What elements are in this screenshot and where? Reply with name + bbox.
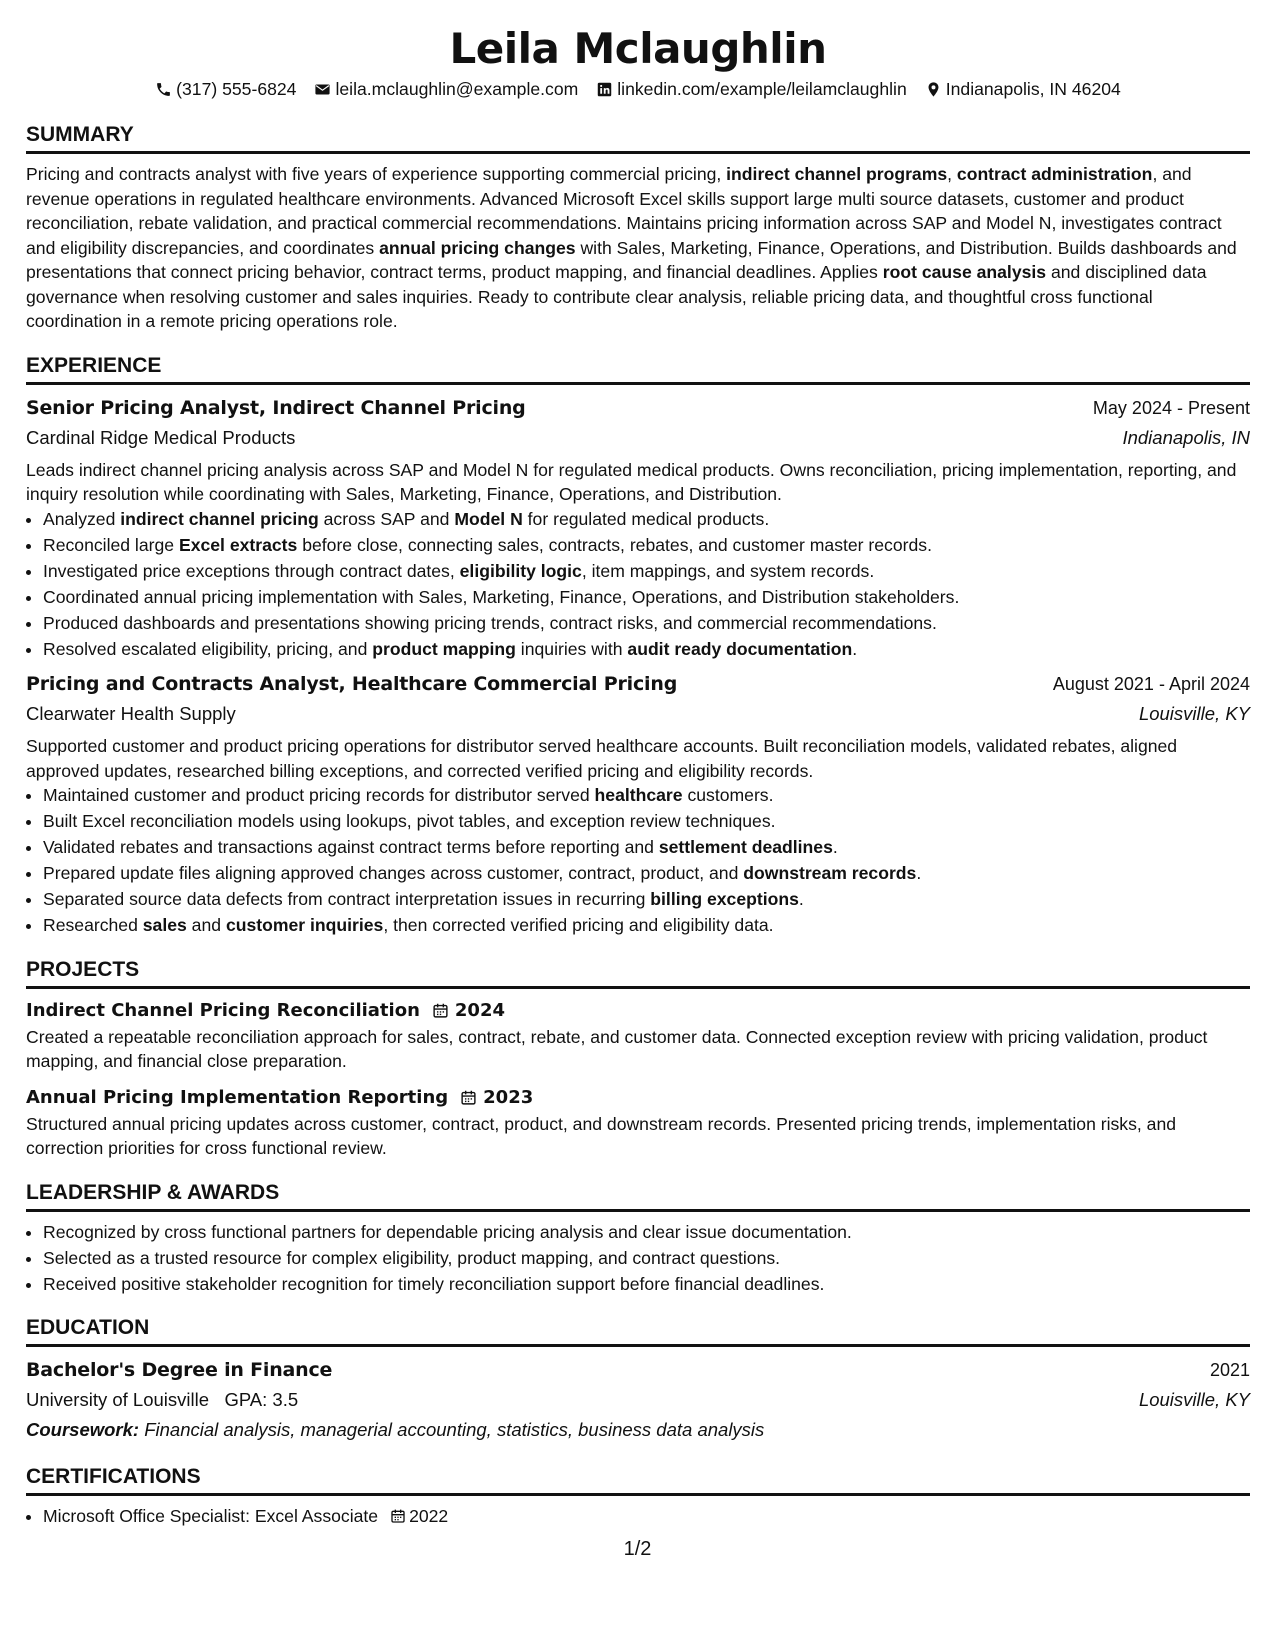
job-dates: August 2021 - April 2024 [1052,674,1250,694]
job-summary: Supported customer and product pricing operations for distributor served healthcare accounts. Built reconciliation models, validated rebates, aligned approved updates, researched billing exceptions, and corrected verified pricing and eligibility records. [26,736,1178,781]
bullet-emphasis: downstream records [743,863,917,883]
school-name: University of Louisville [26,1389,210,1410]
project-entry [26,997,1250,1074]
job-title: Senior Pricing Analyst, Indirect Channel Pricing [26,396,526,419]
bullet-text: before close, connecting sales, contracts, rebates, and customer master records. [297,534,932,555]
coursework [26,1415,1250,1445]
list-item: • Received positive stakeholder recognition for timely reconciliation support before financial deadlines. [43,1272,1250,1297]
job-header [26,669,1250,699]
contact-phone [155,77,296,101]
bullet-emphasis: healthcare [594,785,683,805]
bullet-emphasis: customer inquiries [225,915,384,935]
summary-emphasis: root cause analysis [882,262,1047,282]
section-heading: CERTIFICATIONS [26,1465,1250,1496]
coursework-text: Financial analysis, managerial accounting, statistics, business data analysis [139,1419,765,1440]
project-description: Structured annual pricing updates across customer, contract, product, and downstream records. Presented pricing trends, implementation risks, and correction priorities for cross functional review. [26,1113,1177,1158]
bullet-emphasis: audit ready documentation [627,638,853,659]
calendar-icon [390,1508,406,1524]
bullet-text: for regulated medical products. [522,508,770,529]
list-item [43,887,1250,912]
project-description: Created a repeatable reconciliation approach for sales, contract, rebate, and customer data. Connected exception review with pricing validation, product mapping, and financial close preparation. [26,1026,1208,1071]
bullet-text: Reconciled large [43,534,179,555]
projects-section [26,958,1250,1161]
certifications-list [26,1504,1250,1529]
bullet-text: inquiries with [515,638,628,659]
location-text: Indianapolis, IN 46204 [945,79,1121,99]
job-entry [26,393,1250,662]
phone-text: (317) 555-6824 [176,79,297,99]
education-header [26,1355,1250,1385]
list-item [43,611,1250,636]
job-company: Clearwater Health Supply [26,703,236,724]
map-pin-icon [925,81,942,98]
school-line [26,1385,298,1415]
list-item [43,783,1250,808]
bullet-emphasis: Excel extracts [178,534,298,555]
bullet-emphasis: Model N [454,508,523,529]
summary-emphasis: annual pricing changes [379,237,576,258]
bullet-text: Resolved escalated eligibility, pricing, and [43,638,373,659]
list-item [43,913,1250,938]
certification-year: 2022 [409,1506,449,1526]
bullet-emphasis: product mapping [372,638,516,659]
list-item [43,809,1250,834]
section-heading: EDUCATION [26,1316,1250,1347]
summary-section [26,123,1250,334]
section-heading: PROJECTS [26,958,1250,989]
bullet-text: . [832,837,838,857]
graduation-year: 2021 [1209,1360,1250,1380]
summary-text [26,162,1250,334]
summary-text-part: with Sales, Marketing, Finance, Operations, and Distribution. Builds dashboards and presentations that connect pricing behavior, contract terms, product mapping, and financial deadlines. Applies [26,237,1237,282]
project-year: 2024 [454,999,505,1021]
contact-email[interactable] [314,77,578,101]
bullet-text: across SAP and [318,508,455,529]
list-item: • Selected as a trusted resource for complex eligibility, product mapping, and contract questions. [43,1246,1250,1271]
list-item [43,835,1250,860]
leadership-section [26,1181,1250,1297]
candidate-name: Leila Mclaughlin [449,24,827,73]
bullet-emphasis: indirect channel pricing [120,508,319,529]
job-entry [26,669,1250,938]
bullet-text: Analyzed [43,508,121,529]
summary-text-part: , [947,164,957,184]
job-bullets [26,783,1250,938]
bullet-text: Prepared update files aligning approved changes across customer, contract, product, and [43,863,744,883]
education-subheader [26,1385,1250,1415]
bullet-text: Built Excel reconciliation models using lookups, pivot tables, and exception review techniques. [43,811,776,831]
job-bullets [26,507,1250,662]
job-location: Louisville, KY [1138,703,1250,724]
envelope-icon [314,81,331,98]
list-item: • Recognized by cross functional partners for dependable pricing analysis and clear issue documentation. [43,1220,1250,1245]
bullet-text: Validated rebates and transactions against contract terms before reporting and [43,837,659,857]
project-entry [26,1084,1250,1161]
bullet-text: and [186,915,226,935]
bullet-emphasis: sales [142,915,187,935]
phone-icon [155,81,172,98]
bullet-emphasis: billing exceptions [650,889,799,909]
project-year: 2023 [483,1086,534,1108]
bullet-text: , then corrected verified pricing and eligibility data. [383,915,774,935]
section-heading: LEADERSHIP & AWARDS [26,1181,1250,1212]
email-link[interactable]: leila.mclaughlin@example.com [335,79,579,99]
list-item [43,637,1250,662]
calendar-icon [432,1002,449,1019]
list-item [43,559,1250,584]
bullet-text: Produced dashboards and presentations showing pricing trends, contract risks, and commercial recommendations. [43,612,937,633]
job-dates: May 2024 - Present [1092,397,1250,418]
bullet-text: Maintained customer and product pricing records for distributor served [43,785,595,805]
section-heading: SUMMARY [26,123,1250,154]
bullet-emphasis: settlement deadlines [658,837,833,857]
bullet-text: Investigated price exceptions through contract dates, [43,560,460,581]
certification-name: Microsoft Office Specialist: Excel Associate [43,1506,379,1526]
section-heading: EXPERIENCE [26,354,1250,385]
job-subheader [26,699,1250,729]
summary-emphasis: indirect channel programs [726,164,948,184]
gpa: GPA: 3.5 [224,1389,299,1410]
bullet-text: . [916,863,922,883]
summary-text-part: , and revenue operations in regulated healthcare environments. Advanced Microsoft Excel skills support large multi source datasets, customer and product reconciliation, rebate validation, and practical commercial recommendations. Maintains pricing information across SAP and Model N, investigates contract and eligibility discrepancies, and coordinates [26,164,1222,258]
job-summary: Leads indirect channel pricing analysis across SAP and Model N for regulated medical products. Owns reconciliation, pricing implementation, reporting, and inquiry resolution while coordinating with Sales, Marketing, Finance, Operations, and Distribution. [26,459,1237,504]
linkedin-icon [596,81,613,98]
bullet-text: Separated source data defects from contract interpretation issues in recurring [43,889,651,909]
bullet-text: Researched [43,915,143,935]
contact-bar [26,77,1250,101]
job-header [26,393,1250,423]
job-company: Cardinal Ridge Medical Products [26,426,296,448]
school-location: Louisville, KY [1138,1389,1250,1410]
job-subheader [26,423,1250,453]
summary-text-part: and disciplined data governance when resolving customer and sales inquiries. Ready to contribute clear analysis, reliable pricing data, and thoughtful cross functional coordination in a remote pricing operations role. [26,262,1207,331]
coursework-label: Coursework: [26,1419,140,1440]
project-title: Indirect Channel Pricing Reconciliation [26,999,420,1021]
bullet-text: Coordinated annual pricing implementation with Sales, Marketing, Finance, Operations, and Distribution stakeholders. [43,586,960,607]
experience-section [26,354,1250,938]
project-header [26,997,1250,1025]
degree-title: Bachelor's Degree in Finance [26,1359,333,1381]
list-item [43,585,1250,610]
calendar-icon [460,1089,477,1106]
summary-text-part: Pricing and contracts analyst with five years of experience supporting commercial pricing, [26,164,727,184]
bullet-text: . [798,889,804,909]
project-header [26,1084,1250,1112]
resume-page [26,0,1250,1530]
contact-linkedin[interactable] [596,77,906,101]
summary-emphasis: contract administration [956,164,1153,184]
bullet-text: , item mappings, and system records. [581,560,875,581]
contact-location [925,77,1121,101]
list-item [43,533,1250,558]
page-number: 1/2 [623,1538,652,1560]
bullet-text: . [852,638,858,659]
bullet-emphasis: eligibility logic [459,560,582,581]
job-location: Indianapolis, IN [1122,426,1250,448]
bullet-text: customers. [682,785,774,805]
list-item [43,861,1250,886]
list-item [43,507,1250,532]
linkedin-link[interactable]: linkedin.com/example/leilamclaughlin [617,79,907,99]
leadership-bullets [26,1220,1250,1297]
education-section [26,1316,1250,1445]
certifications-section [26,1465,1250,1529]
list-item [43,1504,1250,1529]
job-title: Pricing and Contracts Analyst, Healthcare Commercial Pricing [26,673,678,695]
project-title: Annual Pricing Implementation Reporting [26,1086,449,1108]
